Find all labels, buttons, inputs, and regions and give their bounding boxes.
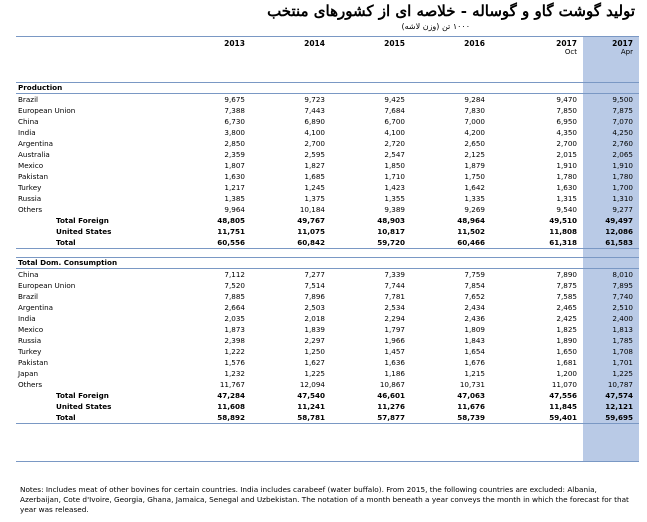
table-row — [16, 116, 639, 127]
table-cell: 11,751 — [217, 227, 245, 236]
table-cell: 2,595 — [304, 150, 325, 159]
row-label: European Union — [18, 106, 76, 115]
table-cell: 59,401 — [491, 412, 583, 424]
table-cell: 4,200 — [464, 128, 485, 137]
row-label: European Union — [18, 281, 76, 290]
section-heading: Production — [16, 83, 583, 94]
table-cell: 1,750 — [464, 172, 485, 181]
table-cell: 4,250 — [612, 128, 633, 137]
table-cell: 47,540 — [297, 391, 325, 400]
table-cell: 8,010 — [612, 270, 633, 279]
column-header: 2017 Apr — [612, 39, 633, 56]
table-cell: 2,125 — [464, 150, 485, 159]
table-cell: 60,556 — [171, 237, 251, 249]
section-heading-row — [16, 83, 639, 94]
table-cell: 49,510 — [549, 216, 577, 225]
table-cell: 7,759 — [464, 270, 485, 279]
table-cell: 48,805 — [217, 216, 245, 225]
table-cell: 2,465 — [556, 303, 577, 312]
table-cell: 7,854 — [464, 281, 485, 290]
column-header: 2013 — [224, 39, 245, 48]
table-cell: 2,425 — [556, 314, 577, 323]
table-cell: 7,875 — [556, 281, 577, 290]
row-label: United States — [56, 227, 112, 236]
row-label: United States — [56, 402, 112, 411]
table-cell: 2,534 — [384, 303, 405, 312]
table-cell: 7,896 — [304, 292, 325, 301]
table-cell: 12,094 — [299, 380, 325, 389]
row-label: India — [18, 314, 36, 323]
table-cell: 7,850 — [556, 106, 577, 115]
table-cell: 2,035 — [224, 314, 245, 323]
table-cell: 7,740 — [612, 292, 633, 301]
table-cell: 1,457 — [384, 347, 405, 356]
row-label: Total — [16, 412, 171, 424]
table-cell: 11,808 — [549, 227, 577, 236]
row-label: Others — [18, 205, 43, 214]
row-label: Pakistan — [18, 358, 49, 367]
table-cell: 1,630 — [224, 172, 245, 181]
table-cell: 1,315 — [556, 194, 577, 203]
table-cell: 1,839 — [304, 325, 325, 334]
table-cell: 11,502 — [457, 227, 485, 236]
table-row — [16, 171, 639, 182]
table-row — [16, 379, 639, 390]
table-cell: 2,503 — [304, 303, 325, 312]
table-cell: 1,310 — [612, 194, 633, 203]
row-label: Brazil — [18, 95, 39, 104]
table-cell: 9,500 — [612, 95, 633, 104]
row-label: China — [18, 270, 39, 279]
table-cell: 1,685 — [304, 172, 325, 181]
table-cell: 1,701 — [612, 358, 633, 367]
table-cell: 9,277 — [612, 205, 633, 214]
table-cell: 6,700 — [384, 117, 405, 126]
table-cell: 1,827 — [304, 161, 325, 170]
table-row — [16, 237, 639, 249]
table-cell: 1,879 — [464, 161, 485, 170]
table-cell: 10,184 — [299, 205, 325, 214]
table-cell: 1,676 — [464, 358, 485, 367]
row-label: Argentina — [18, 139, 54, 148]
table-cell: 1,232 — [224, 369, 245, 378]
table-cell: 9,284 — [464, 95, 485, 104]
table-cell: 7,830 — [464, 106, 485, 115]
table-cell: 1,700 — [612, 183, 633, 192]
table-row — [16, 390, 639, 401]
table-cell: 1,423 — [384, 183, 405, 192]
table-cell: 7,070 — [612, 117, 633, 126]
table-cell: 1,650 — [556, 347, 577, 356]
row-label: Turkey — [18, 347, 42, 356]
table-cell: 1,710 — [384, 172, 405, 181]
table-cell: 1,910 — [556, 161, 577, 170]
table-cell: 1,910 — [612, 161, 633, 170]
row-label: Japan — [18, 369, 39, 378]
table-row — [16, 291, 639, 302]
table-cell: 6,730 — [224, 117, 245, 126]
table-cell: 11,608 — [217, 402, 245, 411]
table-row — [16, 215, 639, 226]
table-cell: 47,556 — [549, 391, 577, 400]
table-cell: 47,284 — [217, 391, 245, 400]
table-cell: 1,843 — [464, 336, 485, 345]
table-row — [16, 182, 639, 193]
table-row — [16, 204, 639, 215]
table-row — [16, 138, 639, 149]
table-cell: 2,065 — [612, 150, 633, 159]
table-row — [16, 302, 639, 313]
table-row — [16, 280, 639, 291]
table-cell: 1,966 — [384, 336, 405, 345]
table-cell: 7,875 — [612, 106, 633, 115]
table-cell: 46,601 — [377, 391, 405, 400]
table-row — [16, 401, 639, 412]
table-cell: 11,075 — [297, 227, 325, 236]
table-row — [16, 160, 639, 171]
table-cell: 7,443 — [304, 106, 325, 115]
table-cell: 12,086 — [605, 227, 633, 236]
table-cell: 9,425 — [384, 95, 405, 104]
row-label: Others — [18, 380, 43, 389]
table-cell: 47,063 — [457, 391, 485, 400]
table-cell: 7,684 — [384, 106, 405, 115]
table-cell: 7,112 — [224, 270, 245, 279]
table-cell: 1,785 — [612, 336, 633, 345]
table-cell: 4,100 — [384, 128, 405, 137]
table-cell: 11,241 — [297, 402, 325, 411]
notes-text: Notes: Includes meat of other bovines for certain countries. India includes carabeef (water buffalo). From 2015, the following countries are excluded: Albania, Azerbaijan, Cote d'Ivoire, Georgia, Ghana, Jamaica, Senegal and Uzbekistan. The notation of a month beneath a year conveys the month in which the forecast for that year was released. — [20, 485, 629, 514]
row-label: Pakistan — [18, 172, 49, 181]
table-cell: 10,817 — [377, 227, 405, 236]
table-cell: 9,470 — [556, 95, 577, 104]
section-heading-row — [16, 258, 639, 269]
table-cell: 61,318 — [491, 237, 583, 249]
table-row — [16, 357, 639, 368]
table-cell: 49,767 — [297, 216, 325, 225]
table-cell: 2,760 — [612, 139, 633, 148]
table-cell: 59,720 — [331, 237, 411, 249]
table-row — [16, 94, 639, 106]
table-cell: 1,217 — [224, 183, 245, 192]
row-label: India — [18, 128, 36, 137]
table-cell: 58,892 — [171, 412, 251, 424]
data-table — [16, 37, 639, 424]
table-cell: 1,807 — [224, 161, 245, 170]
header-row — [16, 37, 639, 77]
table-cell: 10,731 — [459, 380, 485, 389]
table-cell: 1,222 — [224, 347, 245, 356]
table-cell: 11,767 — [219, 380, 245, 389]
table-cell: 2,700 — [556, 139, 577, 148]
row-label: Russia — [18, 194, 42, 203]
table-cell: 1,627 — [304, 358, 325, 367]
table-cell: 9,540 — [556, 205, 577, 214]
table-cell: 3,800 — [224, 128, 245, 137]
table-cell: 7,895 — [612, 281, 633, 290]
table-cell: 4,350 — [556, 128, 577, 137]
table-cell: 7,388 — [224, 106, 245, 115]
table-cell: 48,964 — [457, 216, 485, 225]
table-cell: 9,675 — [224, 95, 245, 104]
table-cell: 1,890 — [556, 336, 577, 345]
table-row — [16, 368, 639, 379]
table-cell: 58,739 — [411, 412, 491, 424]
table-cell: 11,276 — [377, 402, 405, 411]
table-cell: 1,186 — [384, 369, 405, 378]
table-cell: 2,850 — [224, 139, 245, 148]
table-cell: 2,359 — [224, 150, 245, 159]
table-cell: 1,375 — [304, 194, 325, 203]
table-row — [16, 149, 639, 160]
row-label: China — [18, 117, 39, 126]
table-cell: 1,681 — [556, 358, 577, 367]
table-cell: 1,642 — [464, 183, 485, 192]
table-row — [16, 335, 639, 346]
table-cell: 1,355 — [384, 194, 405, 203]
table-cell: 7,744 — [384, 281, 405, 290]
table-cell: 7,000 — [464, 117, 485, 126]
table-cell: 9,723 — [304, 95, 325, 104]
row-label: Argentina — [18, 303, 54, 312]
table-cell: 2,436 — [464, 314, 485, 323]
table-cell: 7,652 — [464, 292, 485, 301]
table-row — [16, 193, 639, 204]
table-cell: 1,780 — [612, 172, 633, 181]
table-cell: 7,781 — [384, 292, 405, 301]
table-cell: 10,867 — [379, 380, 405, 389]
table-cell: 2,547 — [384, 150, 405, 159]
table-cell: 1,630 — [556, 183, 577, 192]
table-cell: 2,398 — [224, 336, 245, 345]
section-heading: Total Dom. Consumption — [16, 258, 583, 269]
table-cell: 1,825 — [556, 325, 577, 334]
table-cell: 7,885 — [224, 292, 245, 301]
table-cell: 1,813 — [612, 325, 633, 334]
table-cell: 2,510 — [612, 303, 633, 312]
table-cell: 2,400 — [612, 314, 633, 323]
table-cell: 2,297 — [304, 336, 325, 345]
table-cell: 4,100 — [304, 128, 325, 137]
row-label: Total — [16, 237, 171, 249]
table-cell: 2,720 — [384, 139, 405, 148]
table-cell: 1,245 — [304, 183, 325, 192]
table-row — [16, 324, 639, 335]
table-cell: 1,780 — [556, 172, 577, 181]
table-cell: 2,015 — [556, 150, 577, 159]
table-row — [16, 412, 639, 424]
column-header: 2017 Oct — [556, 39, 577, 56]
table-cell: 57,877 — [331, 412, 411, 424]
table-cell: 48,903 — [377, 216, 405, 225]
row-label: Total Foreign — [56, 216, 109, 225]
page-title: تولید گوشت گاو و گوساله - خلاصه ای از کشورهای منتخب — [267, 2, 635, 20]
table-cell: 2,434 — [464, 303, 485, 312]
table-row — [16, 313, 639, 324]
table-cell: 59,695 — [583, 412, 639, 424]
table-cell: 9,389 — [384, 205, 405, 214]
table-cell: 1,225 — [612, 369, 633, 378]
table-cell: 49,497 — [605, 216, 633, 225]
table-cell: 1,215 — [464, 369, 485, 378]
row-label: Brazil — [18, 292, 39, 301]
table-cell: 7,514 — [304, 281, 325, 290]
table-cell: 2,664 — [224, 303, 245, 312]
row-label: Russia — [18, 336, 42, 345]
table-cell: 11,676 — [457, 402, 485, 411]
data-table-frame — [16, 36, 639, 462]
table-cell: 58,781 — [251, 412, 331, 424]
row-label: Australia — [18, 150, 50, 159]
table-cell: 7,277 — [304, 270, 325, 279]
table-cell: 1,576 — [224, 358, 245, 367]
table-cell: 60,466 — [411, 237, 491, 249]
table-cell: 1,654 — [464, 347, 485, 356]
table-cell: 12,121 — [605, 402, 633, 411]
table-cell: 11,070 — [551, 380, 577, 389]
table-cell: 1,708 — [612, 347, 633, 356]
table-row — [16, 127, 639, 138]
table-cell: 1,250 — [304, 347, 325, 356]
table-cell: 7,520 — [224, 281, 245, 290]
column-header: 2015 — [384, 39, 405, 48]
table-cell: 61,583 — [583, 237, 639, 249]
table-cell: 1,335 — [464, 194, 485, 203]
column-header: 2014 — [304, 39, 325, 48]
table-cell: 9,269 — [464, 205, 485, 214]
table-cell: 1,225 — [304, 369, 325, 378]
table-row — [16, 226, 639, 237]
table-cell: 2,018 — [304, 314, 325, 323]
row-label: Mexico — [18, 325, 44, 334]
table-cell: 6,950 — [556, 117, 577, 126]
table-cell: 1,850 — [384, 161, 405, 170]
table-cell: 1,873 — [224, 325, 245, 334]
table-cell: 6,890 — [304, 117, 325, 126]
table-cell: 1,797 — [384, 325, 405, 334]
table-row — [16, 105, 639, 116]
table-cell: 1,809 — [464, 325, 485, 334]
table-cell: 9,964 — [224, 205, 245, 214]
table-cell: 2,294 — [384, 314, 405, 323]
table-cell: 7,339 — [384, 270, 405, 279]
column-header: 2016 — [464, 39, 485, 48]
table-cell: 11,845 — [549, 402, 577, 411]
table-cell: 10,787 — [607, 380, 633, 389]
page-subtitle: ۱۰۰۰ تن (وزن لاشه) — [401, 22, 470, 31]
table-cell: 2,650 — [464, 139, 485, 148]
table-cell: 47,574 — [605, 391, 633, 400]
table-cell: 1,636 — [384, 358, 405, 367]
row-label: Total Foreign — [56, 391, 109, 400]
table-cell: 2,700 — [304, 139, 325, 148]
table-cell: 1,200 — [556, 369, 577, 378]
row-label: Mexico — [18, 161, 44, 170]
table-cell: 1,385 — [224, 194, 245, 203]
row-label: Turkey — [18, 183, 42, 192]
table-row — [16, 346, 639, 357]
table-cell: 7,585 — [556, 292, 577, 301]
table-cell: 7,890 — [556, 270, 577, 279]
table-row — [16, 269, 639, 281]
table-cell: 60,842 — [251, 237, 331, 249]
